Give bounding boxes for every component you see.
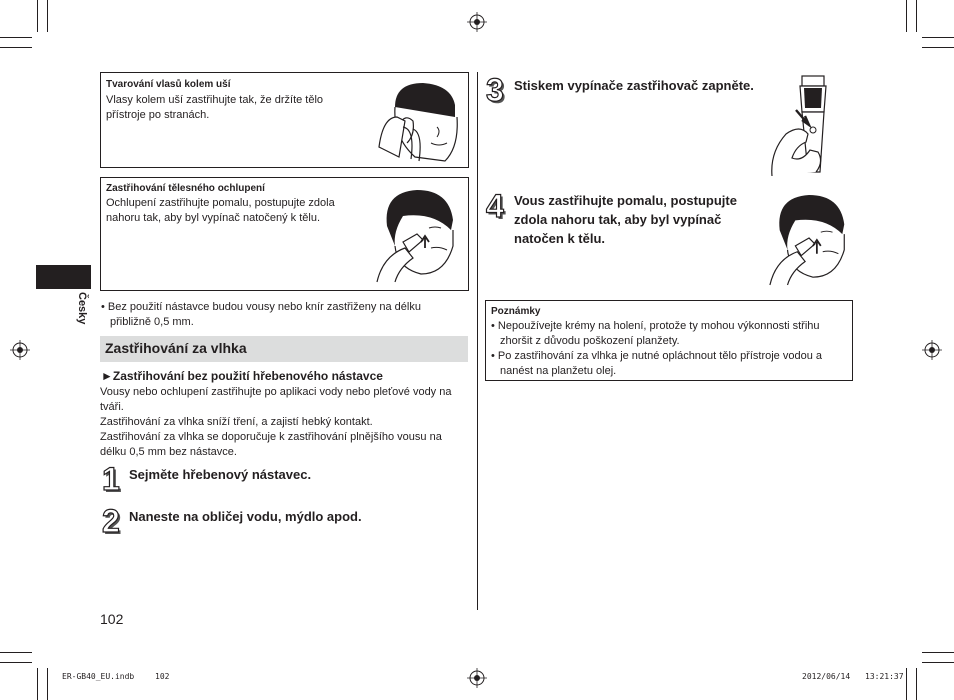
beard-trimming-illustration bbox=[373, 186, 465, 286]
crop-mark bbox=[47, 0, 48, 32]
registration-mark-icon bbox=[10, 340, 30, 360]
ears-box-title: Tvarování vlasů kolem uší bbox=[106, 79, 231, 90]
language-tab bbox=[36, 265, 91, 289]
note-1-line-1: • Nepoužívejte krémy na holení, protože ty mohou výkonnosti střihu bbox=[491, 320, 820, 332]
footer-file-name: ER-GB40_EU.indb bbox=[62, 672, 135, 681]
note-2-line-1: • Po zastřihování za vlhka je nutné opláchnout tělo přístroje vodou a bbox=[491, 350, 822, 362]
notes-title: Poznámky bbox=[491, 306, 541, 317]
step-4-number: 4 bbox=[486, 188, 504, 224]
crop-mark bbox=[922, 47, 954, 48]
footer-file-page: 102 bbox=[155, 672, 170, 681]
ears-box-line-2: přístroje po stranách. bbox=[106, 109, 210, 121]
crop-mark bbox=[916, 668, 917, 700]
step-1-number: 1 bbox=[102, 461, 120, 497]
ears-trimming-box bbox=[100, 72, 469, 168]
paragraph-line-2: tváři. bbox=[100, 401, 124, 413]
note-2-line-2: nanést na planžetu olej. bbox=[500, 365, 617, 377]
page-number: 102 bbox=[100, 611, 124, 627]
paragraph-line-1: Vousy nebo ochlupení zastřihujte po aplikaci vody nebo pleťové vody na bbox=[100, 386, 452, 398]
crop-mark bbox=[37, 668, 38, 700]
crop-mark bbox=[37, 0, 38, 32]
column-divider bbox=[477, 72, 478, 610]
registration-mark-icon bbox=[467, 12, 487, 32]
trim-upward-illustration bbox=[766, 190, 856, 290]
registration-mark-icon bbox=[922, 340, 942, 360]
step-1-text: Sejměte hřebenový nástavec. bbox=[129, 467, 312, 482]
step-4-text-line-2: zdola nahoru tak, aby byl vypínač bbox=[514, 212, 722, 227]
body-hair-box bbox=[100, 177, 469, 291]
crop-mark bbox=[0, 662, 32, 663]
body-box-line-1: Ochlupení zastřihujte pomalu, postupujte zdola bbox=[106, 197, 335, 209]
language-label: Česky bbox=[76, 292, 88, 325]
note-1-line-2: zhoršit z důvodu poškození planžety. bbox=[500, 335, 680, 347]
footer-date: 2012/06/14 bbox=[802, 672, 851, 681]
step-4-text-line-1: Vous zastřihujte pomalu, postupujte bbox=[514, 193, 737, 208]
crop-mark bbox=[906, 668, 907, 700]
crop-mark bbox=[0, 37, 32, 38]
subsection-title: ►Zastřihování bez použití hřebenového nástavce bbox=[101, 369, 383, 383]
power-switch-illustration bbox=[766, 72, 836, 178]
no-attachment-note-line-1: • Bez použití nástavce budou vousy nebo knír zastřiženy na délku bbox=[101, 301, 421, 313]
crop-mark bbox=[922, 662, 954, 663]
ear-trimming-illustration bbox=[375, 77, 465, 165]
registration-mark-icon bbox=[467, 668, 487, 688]
crop-mark bbox=[0, 47, 32, 48]
crop-mark bbox=[922, 37, 954, 38]
step-2-number: 2 bbox=[102, 503, 120, 539]
crop-mark bbox=[906, 0, 907, 32]
step-4-text-line-3: natočen k tělu. bbox=[514, 231, 606, 246]
crop-mark bbox=[916, 0, 917, 32]
paragraph-line-5: délku 0,5 mm bez nástavce. bbox=[100, 446, 237, 458]
body-box-line-2: nahoru tak, aby byl vypínač natočený k tělu. bbox=[106, 212, 321, 224]
section-title: Zastřihování za vlhka bbox=[100, 336, 468, 362]
step-2-text: Naneste na obličej vodu, mýdlo apod. bbox=[129, 509, 362, 524]
paragraph-line-3: Zastřihování za vlhka sníží tření, a zajistí hebký kontakt. bbox=[100, 416, 373, 428]
ears-box-line-1: Vlasy kolem uší zastřihujte tak, že držíte tělo bbox=[106, 94, 324, 106]
step-3-text: Stiskem vypínače zastřihovač zapněte. bbox=[514, 78, 754, 93]
footer-time: 13:21:37 bbox=[865, 672, 904, 681]
step-3-number: 3 bbox=[486, 72, 504, 108]
crop-mark bbox=[0, 652, 32, 653]
crop-mark bbox=[47, 668, 48, 700]
no-attachment-note-line-2: přibližně 0,5 mm. bbox=[110, 316, 194, 328]
paragraph-line-4: Zastřihování za vlhka se doporučuje k zastřihování plnějšího vousu na bbox=[100, 431, 442, 443]
notes-box bbox=[485, 300, 853, 381]
body-box-title: Zastřihování tělesného ochlupení bbox=[106, 183, 265, 194]
crop-mark bbox=[922, 652, 954, 653]
